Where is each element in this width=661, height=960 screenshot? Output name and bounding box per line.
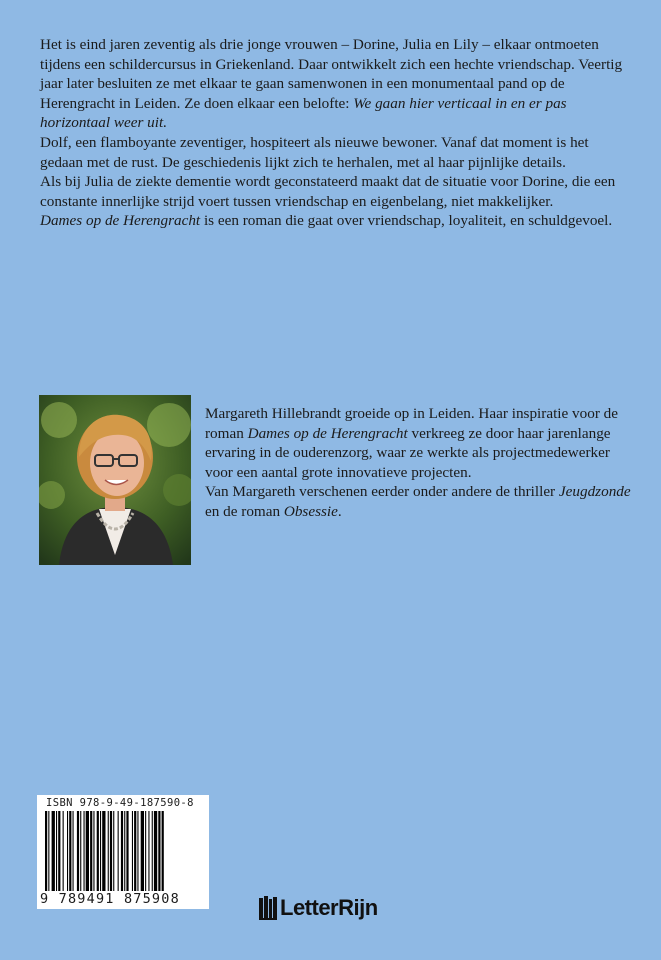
isbn-digits: 9 789491 875908	[40, 891, 180, 907]
book-title: Obsessie	[283, 502, 338, 520]
publisher-logo	[259, 891, 378, 925]
blurb-quote: We gaan hier verticaal in en er pas horizontaal weer uit.	[40, 94, 567, 132]
bio-paragraph-2	[205, 482, 637, 521]
author-bio	[205, 404, 637, 522]
book-title: Dames op de Herengracht	[247, 424, 408, 442]
book-spines-logo-icon	[259, 896, 277, 920]
blurb-paragraph-4	[40, 211, 632, 231]
bio-paragraph-1	[205, 404, 637, 482]
bio-text: Margareth Hillebrandt groeide op in Leiden. Haar inspiratie voor de roman	[205, 405, 619, 442]
blurb-paragraph-3: Als bij Julia de ziekte dementie wordt geconstateerd maakt dat de situatie voor Dorine, die een constante innerlijke strijd voert tussen vriendschap en eigenbelang, niet makkelijker.	[40, 173, 616, 210]
barcode-bars	[45, 811, 201, 891]
blurb-paragraph-2: Dolf, een flamboyante zeventiger, hospiteert als nieuwe bewoner. Vanaf dat moment is het gedaan met de rust. De geschiedenis lijkt zich te herhalen, met al haar pijnlijke details.	[40, 133, 589, 171]
book-title: Dames op de Herengracht	[40, 212, 201, 230]
bio-text: Van Margareth verschenen eerder onder andere de thriller	[205, 483, 559, 501]
blurb-paragraph-1	[40, 35, 632, 133]
back-cover-blurb	[40, 35, 632, 231]
bio-text: en de roman	[205, 502, 284, 520]
blurb-text: Het is eind jaren zeventig als drie jonge vrouwen – Dorine, Julia en Lily – elkaar ontmoeten tijdens een schildercursus in Griekenland. Daar ontwikkelt zich een hechte vriendschap. Veertig jaar later besluiten ze met elkaar te gaan samenwonen in een monumentaal pand op de Herengracht in Leiden. Ze doen elkaar een belofte:	[40, 36, 623, 112]
book-title: Jeugdzonde	[558, 483, 631, 501]
publisher-name: LetterRijn	[280, 895, 378, 920]
author-portrait-illustration	[39, 395, 191, 565]
author-photo	[39, 395, 191, 565]
isbn-label: ISBN 978-9-49-187590-8	[46, 797, 194, 809]
blurb-text: is een roman die gaat over vriendschap, loyaliteit, en schuldgevoel.	[200, 212, 613, 230]
bio-text: .	[337, 502, 342, 520]
isbn-barcode	[37, 795, 209, 909]
bio-text: verkreeg ze door haar jarenlange ervaring in de ouderenzorg, waar ze werkte als projectmedewerker voor een aantal grote innovatieve projecten.	[205, 424, 611, 481]
